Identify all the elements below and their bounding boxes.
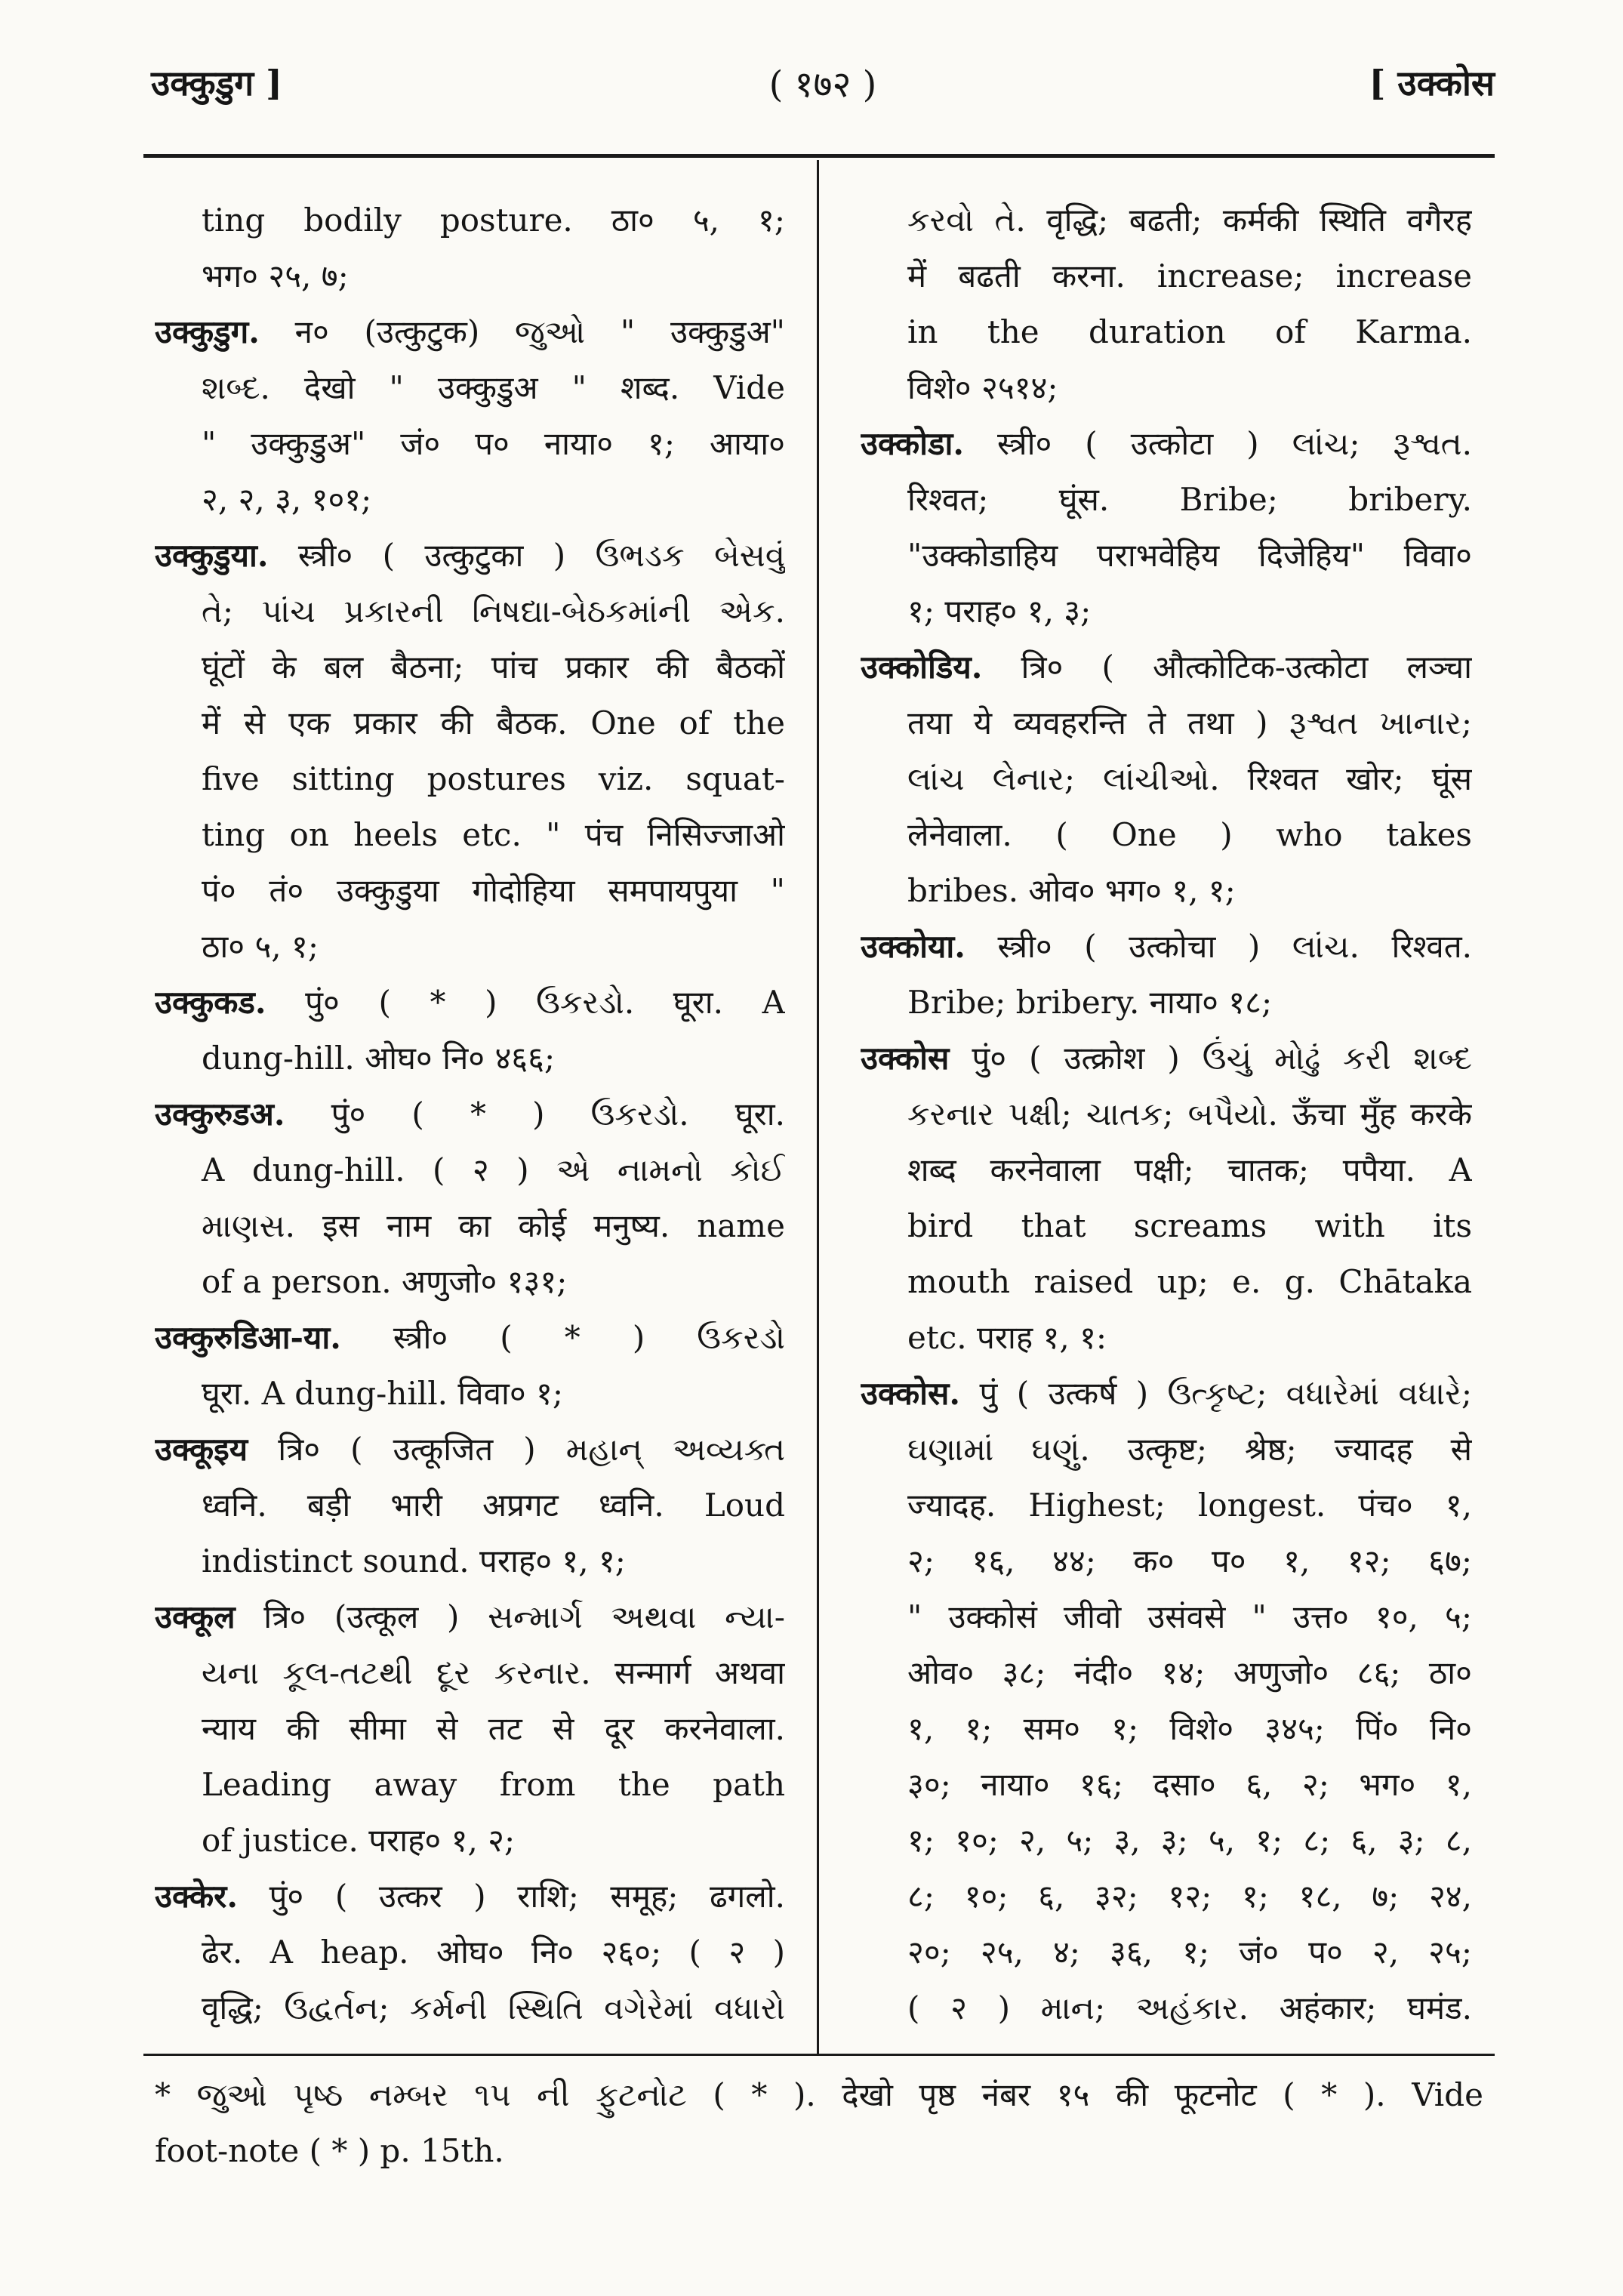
line-text: पुं० ( * ) ઉકરડો. घूरा. A — [266, 984, 785, 1021]
left-column-line — [155, 1031, 785, 1086]
line-text: २; १६, ४४; क० प० १, १२; ६७; — [907, 1542, 1472, 1579]
right-column-line — [861, 472, 1472, 528]
line-text: स्त्री० ( उत्कोटा ) લાંચ; રૂશ્વત. — [964, 425, 1472, 462]
left-column-entry-line — [155, 975, 785, 1031]
headword: उक्कोडा. — [861, 425, 965, 462]
line-text: ( २ ) માન; અહંકાર. अहंकार; घमंड. — [907, 1989, 1472, 2026]
line-text: ઘણામાં ઘણું. उत्कृष्ट; श्रेष्ठ; ज्यादह से — [907, 1431, 1472, 1468]
right-column-line — [861, 360, 1472, 416]
left-column-line — [155, 1813, 785, 1869]
line-text: ज्यादह. Highest; longest. पंच० १, — [907, 1487, 1472, 1524]
headword: उक्कुरुडअ. — [155, 1096, 285, 1133]
right-column-line — [861, 528, 1472, 584]
line-text: १, १; सम० १; विशे० ३४५; पिं० नि० — [907, 1710, 1472, 1747]
line-text: पुं ( उत्कर्ष ) ઉત્કૃષ્ટ; વધારેમાં વધારે; — [960, 1375, 1472, 1412]
line-text: ३०; नाया० १६; दसा० ६, २; भग० १, — [907, 1766, 1472, 1803]
left-column-line — [155, 584, 785, 639]
right-column-line — [861, 1142, 1472, 1198]
line-text: યના કૂલ-તટથી દૂર કરનાર. सन्मार्ग अथवा — [202, 1654, 785, 1691]
line-text: घूंटों के बल बैठना; पांच प्रकार की बैठकों — [202, 649, 785, 686]
line-text: ध्वनि. बड़ी भारी अप्रगट ध्वनि. Loud — [202, 1487, 785, 1524]
line-text: तया ये व्यवहरन्ति ते तथा ) રૂશ્વત ખાનાર; — [907, 704, 1472, 741]
line-text: bribes. ओव० भग० १, १; — [907, 872, 1236, 909]
left-column-line — [155, 1254, 785, 1310]
line-text: foot-note ( * ) p. 15th. — [155, 2132, 504, 2169]
right-column-entry-line — [861, 416, 1472, 472]
line-text: १; पराह० १, ३; — [907, 593, 1092, 630]
right-column-entry-line — [861, 1031, 1472, 1086]
line-text: घूरा. A dung-hill. विवा० १; — [202, 1375, 564, 1412]
right-column-line — [861, 1422, 1472, 1478]
line-text: १; १०; २, ५; ३, ३; ५, १; ८; ६, ३; ८, — [907, 1822, 1472, 1859]
line-text: A dung-hill. ( २ ) એ નામનો કોઈ — [202, 1151, 785, 1188]
footnote-rule — [143, 2054, 1495, 2056]
right-column-line — [861, 1589, 1472, 1645]
line-text: ठा० ५, १; — [202, 928, 319, 965]
left-column-line — [155, 1925, 785, 1980]
line-text: पं० तं० उक्कुडुया गोदोहिया समपायपुया " — [202, 872, 785, 909]
line-text: स्त्री० ( उत्कुटुका ) ઉભડક બેસવું — [268, 537, 785, 574]
left-column-line — [155, 1701, 785, 1757]
line-text: શબ્દ. देखो " उक्कुडुअ " शब्द. Vide — [202, 369, 785, 406]
line-text: शब्द करनेवाला पक्षी; चातक; पपैया. A — [907, 1151, 1472, 1188]
right-column-line — [861, 1533, 1472, 1589]
headword: उक्कुकड. — [155, 984, 266, 1021]
right-column-line — [861, 1478, 1472, 1533]
left-column-line — [155, 360, 785, 416]
header-right-guideword: [ उक्कोस — [1369, 63, 1495, 103]
left-column-line — [155, 1142, 785, 1198]
line-text: पुं० ( उत्क्रोश ) ઉંચું મોઢું કરી શબ્દ — [949, 1040, 1472, 1077]
line-text: કરનાર પક્ષી; ચાતક; બપૈયો. ऊँचा मुँह करके — [907, 1096, 1472, 1133]
line-text: તે; પાંચ પ્રકારની નિષદ્યા-બેઠકમાંની એક. — [202, 593, 785, 630]
line-text: त्रि० ( उत्कूजित ) મહાન્ અવ્યક્ત — [248, 1431, 785, 1468]
line-text: "उक्कोडाहिय पराभवेहिय दिजेहिय" विवा० — [907, 537, 1472, 574]
line-text: रिश्वत; घूंस. Bribe; bribery. — [907, 481, 1472, 518]
left-column-entry-line — [155, 1422, 785, 1478]
right-column-line — [861, 695, 1472, 751]
headword: उक्कुरुडिआ-या. — [155, 1319, 341, 1356]
headword: उक्कोडिय. — [861, 649, 983, 686]
headword: उक्कुडुग. — [155, 313, 260, 350]
left-column-line — [155, 1366, 785, 1422]
line-text: mouth raised up; e. g. Chātaka — [907, 1263, 1472, 1300]
right-column-line — [861, 1310, 1472, 1366]
line-text: etc. पराह १, १: — [907, 1319, 1107, 1356]
line-text: * જુઓ પૃષ્ઠ નમ્બર ૧૫ ની ફુટનોટ ( * ). देखो पृष्ठ नंबर १५ की फूटनोट ( * ). Vide — [155, 2076, 1483, 2113]
right-column-line — [861, 863, 1472, 919]
line-text: पुं० ( * ) ઉકરડો. घूरा. — [285, 1096, 785, 1133]
line-text: न० (उत्कुटुक) જુઓ " उक्कुडुअ" — [259, 313, 785, 350]
line-text: २०; २५, ४; ३६, १; जं० प० २, २५; — [907, 1934, 1472, 1971]
line-text: स्त्री० ( * ) ઉકરડો — [340, 1319, 785, 1356]
line-text: " उक्कुडुअ" जं० प० नाया० १; आया० — [202, 425, 785, 462]
left-column-line — [155, 807, 785, 863]
footnote-line — [155, 2067, 1483, 2123]
line-text: five sitting postures viz. squat- — [202, 760, 785, 797]
right-column — [861, 193, 1472, 2036]
right-column-line — [861, 751, 1472, 807]
right-column-line — [861, 1869, 1472, 1925]
headword: उक्कूल — [155, 1598, 236, 1635]
left-column — [155, 193, 785, 2036]
page-number: ( १७२ ) — [768, 63, 877, 106]
footnote — [155, 2067, 1483, 2179]
left-column-line — [155, 193, 785, 248]
line-text: કરવો તે. वृद्धि; बढती; कर्मकी स्थिति वगैरह — [907, 202, 1472, 239]
right-column-line — [861, 807, 1472, 863]
headword: उक्केर. — [155, 1878, 238, 1915]
line-text: त्रि० ( औत्कोटिक-उत्कोटा लञ्चा — [982, 649, 1472, 686]
line-text: त्रि० (उत्कूल ) સન્માર્ગ અથવા ન્યા- — [235, 1598, 785, 1635]
line-text: ting on heels etc. " पंच निसिज्जाओ — [202, 816, 785, 853]
right-column-line — [861, 193, 1472, 248]
left-column-line — [155, 863, 785, 919]
left-column-line — [155, 751, 785, 807]
headword: उक्कूइय — [155, 1431, 248, 1468]
header-rule — [143, 154, 1495, 158]
header-left-guideword: उक्कुडुग ] — [151, 63, 282, 103]
headword: उक्कुडुया. — [155, 537, 269, 574]
left-column-entry-line — [155, 1869, 785, 1925]
page-header — [151, 59, 1495, 119]
left-column-entry-line — [155, 1310, 785, 1366]
left-column-entry-line — [155, 528, 785, 584]
right-column-entry-line — [861, 1366, 1472, 1422]
right-column-line — [861, 1757, 1472, 1813]
line-text: २, २, ३, १०१; — [202, 481, 372, 518]
right-column-line — [861, 248, 1472, 304]
right-column-line — [861, 1925, 1472, 1980]
line-text: भग० २५, ७; — [202, 257, 349, 294]
line-text: ८; १०; ६, ३२; १२; १; १८, ७; २४, — [907, 1878, 1472, 1915]
right-column-line — [861, 1254, 1472, 1310]
line-text: में बढती करना. increase; increase — [907, 257, 1472, 294]
line-text: ढेर. A heap. ओघ० नि० २६०; ( २ ) — [202, 1934, 785, 1971]
left-column-line — [155, 1478, 785, 1533]
line-text: લાંચ લેનાર; લાંચીઓ. रिश्वत खोर; घूंस — [907, 760, 1472, 797]
left-column-line — [155, 639, 785, 695]
right-column-line — [861, 1701, 1472, 1757]
line-text: bird that screams with its — [907, 1207, 1472, 1244]
line-text: of a person. अणुजो० १३१; — [202, 1263, 568, 1300]
left-column-line — [155, 1533, 785, 1589]
right-column-entry-line — [861, 639, 1472, 695]
left-column-line — [155, 1645, 785, 1701]
right-column-line — [861, 1645, 1472, 1701]
line-text: लेनेवाला. ( One ) who takes — [907, 816, 1472, 853]
line-text: स्त्री० ( उत्कोचा ) લાંચ. रिश्वत. — [965, 928, 1472, 965]
column-divider — [817, 160, 819, 2054]
headword: उक्कोया. — [861, 928, 965, 965]
right-column-line — [861, 1086, 1472, 1142]
line-text: ओव० ३८; नंदी० १४; अणुजो० ८६; ठा० — [907, 1654, 1472, 1691]
right-column-entry-line — [861, 919, 1472, 975]
left-column-entry-line — [155, 1589, 785, 1645]
line-text: Bribe; bribery. नाया० १८; — [907, 984, 1273, 1021]
left-column-line — [155, 1757, 785, 1813]
line-text: न्याय की सीमा से तट से दूर करनेवाला. — [202, 1710, 785, 1747]
left-column-entry-line — [155, 1086, 785, 1142]
left-column-line — [155, 416, 785, 472]
right-column-line — [861, 1813, 1472, 1869]
line-text: पुं० ( उत्कर ) राशि; समूह; ढगलो. — [237, 1878, 785, 1915]
headword: उक्कोस — [861, 1040, 950, 1077]
right-column-line — [861, 1198, 1472, 1254]
line-text: dung-hill. ओघ० नि० ४६६; — [202, 1040, 556, 1077]
left-column-line — [155, 1980, 785, 2036]
line-text: वृद्धि; ઉદ્વર્તન; કર્મની સ્થિતિ વગેરેમાં વધારો — [202, 1989, 785, 2026]
line-text: માણસ. इस नाम का कोई मनुष्य. name — [202, 1207, 785, 1244]
right-column-line — [861, 1980, 1472, 2036]
left-column-line — [155, 919, 785, 975]
right-column-line — [861, 304, 1472, 360]
left-column-line — [155, 472, 785, 528]
left-column-line — [155, 248, 785, 304]
line-text: " उक्कोसं जीवो उसंवसे " उत्त० १०, ५; — [907, 1598, 1472, 1635]
line-text: indistinct sound. पराह० १, १; — [202, 1542, 626, 1579]
headword: उक्कोस. — [861, 1375, 961, 1412]
line-text: ting bodily posture. ठा० ५, १; — [202, 202, 785, 239]
right-column-line — [861, 975, 1472, 1031]
footnote-line — [155, 2123, 1483, 2179]
line-text: in the duration of Karma. — [907, 313, 1472, 350]
left-column-line — [155, 695, 785, 751]
line-text: विशे० २५१४; — [907, 369, 1058, 406]
left-column-entry-line — [155, 304, 785, 360]
right-column-line — [861, 584, 1472, 639]
line-text: Leading away from the path — [202, 1766, 785, 1803]
line-text: of justice. पराह० १, २; — [202, 1822, 516, 1859]
line-text: में से एक प्रकार की बैठक. One of the — [202, 704, 785, 741]
left-column-line — [155, 1198, 785, 1254]
